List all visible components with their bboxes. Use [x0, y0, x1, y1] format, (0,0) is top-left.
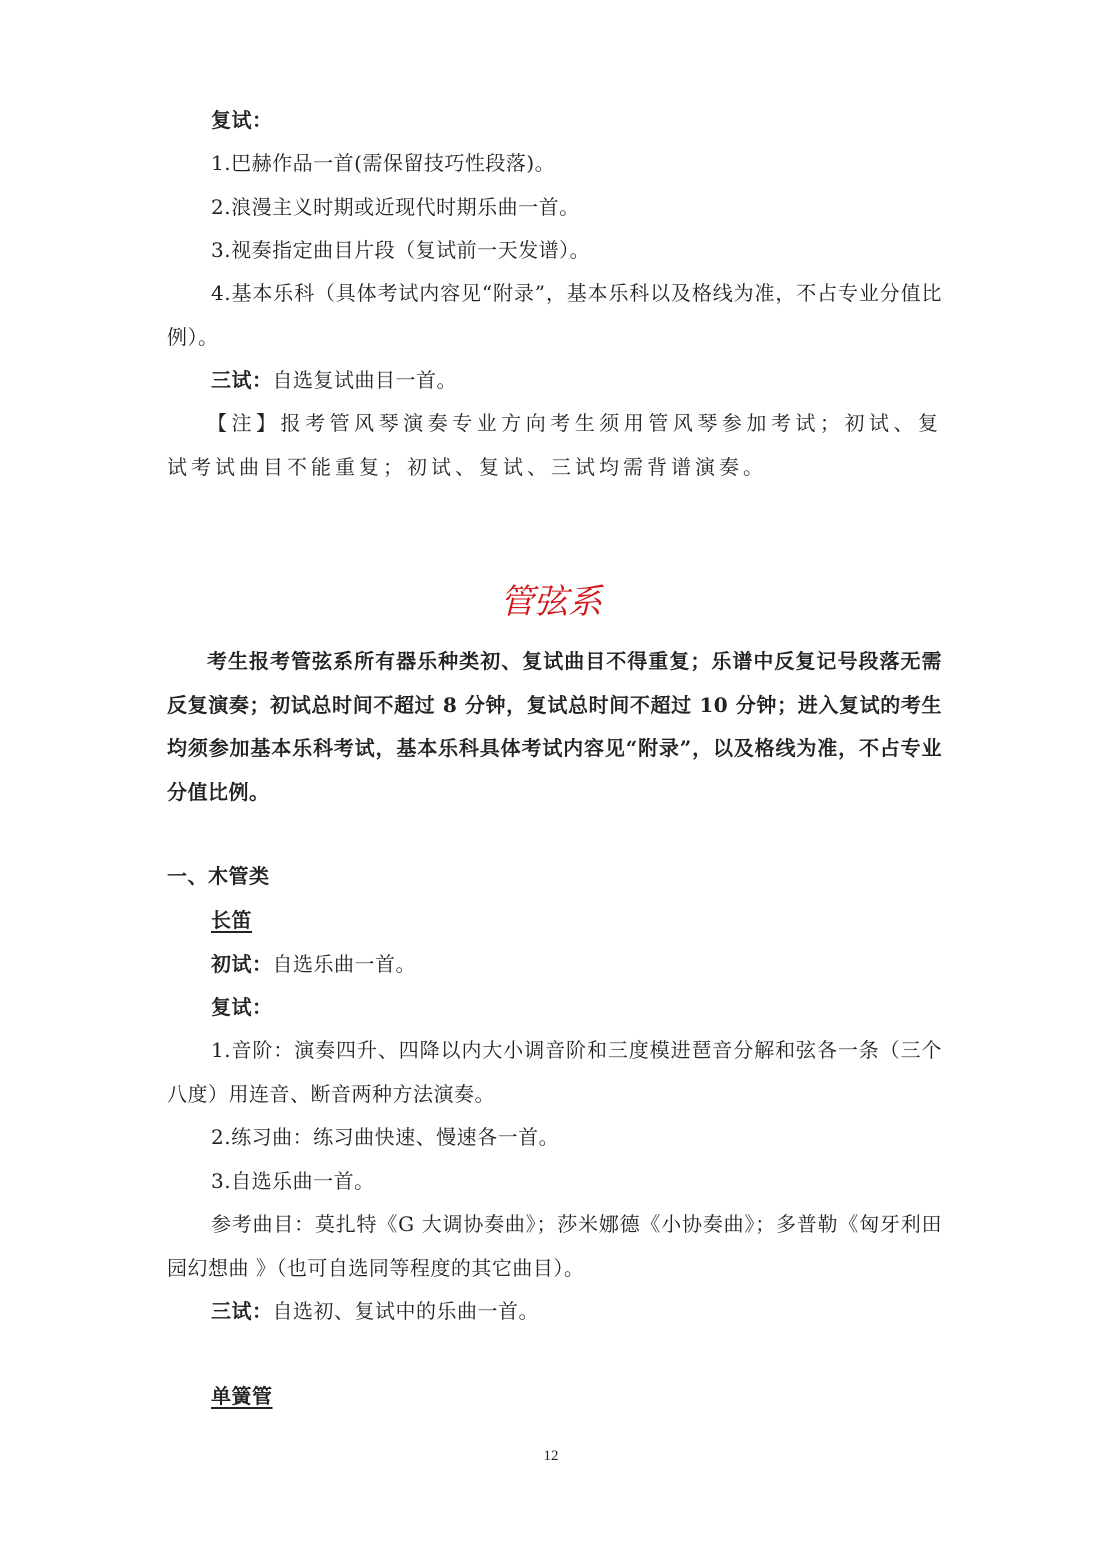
- fushi-item-4: 4.基本乐科（具体考试内容见“附录”，基本乐科以及格线为准，不占专业分值比例）。: [167, 281, 942, 349]
- sanshi-text: 自选初、复试中的乐曲一首。: [272, 1299, 539, 1323]
- page-number: 12: [543, 1448, 559, 1464]
- flute-fushi-label: 复试：: [211, 995, 273, 1019]
- clarinet-heading: 单簧管: [211, 1384, 273, 1408]
- flute-heading: 长笛: [211, 908, 252, 932]
- department-intro: 考生报考管弦系所有器乐种类初、复试曲目不得重复；乐谱中反复记号段落无需反复演奏；初试总时间不超过 8 分钟，复试总时间不超过 10 分钟；进入复试的考生均须参加基本乐科考试，基本乐科具体考试内容见“附录”，以及格线为准，不占专业分值比例。: [167, 649, 942, 804]
- chushi-label: 初试：: [211, 952, 273, 976]
- flute-chushi-line: [211, 950, 416, 978]
- fushi-item-3: 3.视奏指定曲目片段（复试前一天发谱）。: [211, 238, 591, 262]
- flute-reference: 参考曲目：莫扎特《G 大调协奏曲》；莎米娜德《小协奏曲》；多普勒《匈牙利田园幻想曲 》（也可自选同等程度的其它曲目）。: [167, 1212, 942, 1280]
- flute-item-2: 2.练习曲：练习曲快速、慢速各一首。: [211, 1125, 560, 1149]
- sanshi-line: [211, 366, 457, 394]
- fushi-label: 复试：: [211, 108, 273, 132]
- chushi-text: 自选乐曲一首。: [272, 952, 416, 976]
- fushi-item-2: 2.浪漫主义时期或近现代时期乐曲一首。: [211, 195, 580, 219]
- department-title: 管弦系: [500, 582, 602, 622]
- sanshi-label: 三试：: [211, 1299, 273, 1323]
- sanshi-text: 自选复试曲目一首。: [272, 368, 457, 392]
- flute-item-1: 1.音阶：演奏四升、四降以内大小调音阶和三度模进琶音分解和弦各一条（三个八度）用连音、断音两种方法演奏。: [167, 1038, 942, 1106]
- flute-sanshi-line: [211, 1297, 539, 1325]
- woodwind-heading: 一、木管类: [167, 864, 270, 888]
- flute-item-3: 3.自选乐曲一首。: [211, 1169, 375, 1193]
- sanshi-label: 三试：: [211, 368, 273, 392]
- note-paragraph: 【注】报考管风琴演奏专业方向考生须用管风琴参加考试；初试、复试考试曲目不能重复；初试、复试、三试均需背谱演奏。: [167, 411, 942, 479]
- fushi-item-1: 1.巴赫作品一首(需保留技巧性段落)。: [211, 151, 556, 175]
